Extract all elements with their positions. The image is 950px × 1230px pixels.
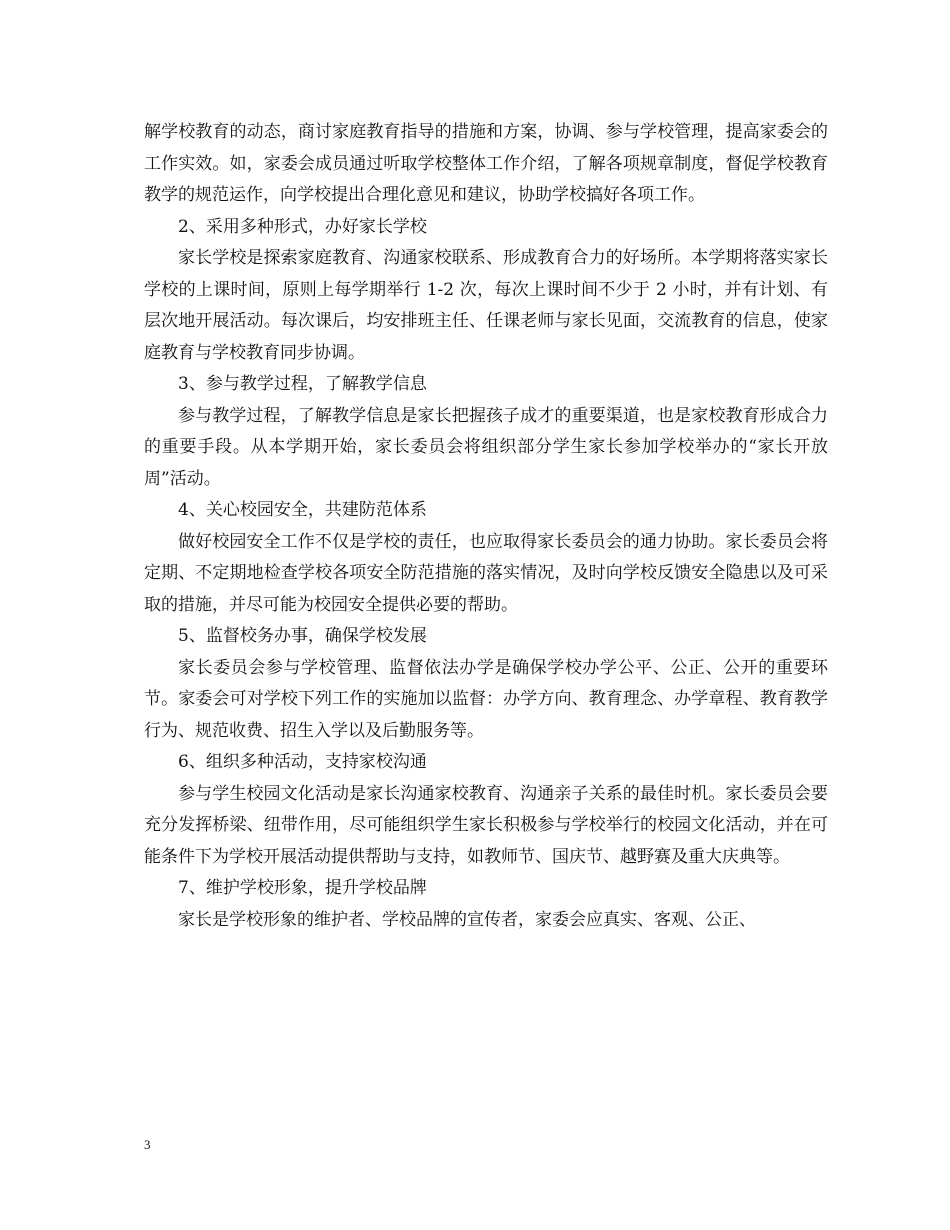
body-paragraph-continued: 解学校教育的动态，商讨家庭教育指导的措施和方案，协调、参与学校管理，提高家委会的工作实效。如，家委会成员通过听取学校整体工作介绍，了解各项规章制度，督促学校教育教学的规范运作，向学校提出合理化意见和建议，协助学校搞好各项工作。 <box>144 122 828 205</box>
body-paragraph: 家长学校是探索家庭教育、沟通家校联系、形成教育合力的好场所。本学期将落实家长学校的上课时间，原则上每学期举行 1-2 次，每次上课时间不少于 2 小时，并有计划、有层次地开展活动。每次课后，均安排班主任、任课老师与家长见面，交流教育的信息，使家庭教育与学校教育同步协调。 <box>144 248 828 363</box>
body-paragraph: 做好校园安全工作不仅是学校的责任，也应取得家长委员会的通力协助。家长委员会将定期、不定期地检查学校各项安全防范措施的落实情况，及时向学校反馈安全隐患以及可采取的措施，并尽可能为校园安全提供必要的帮助。 <box>144 531 828 615</box>
section-heading-6: 6、组织多种活动，支持家校沟通 <box>178 752 427 772</box>
body-paragraph: 家长委员会参与学校管理、监督依法办学是确保学校办学公平、公正、公开的重要环节。家委会可对学校下列工作的实施加以监督：办学方向、教育理念、办学章程、教育教学行为、规范收费、招生入学以及后勤服务等。 <box>144 657 828 741</box>
body-paragraph: 参与学生校园文化活动是家长沟通家校教育、沟通亲子关系的最佳时机。家长委员会要充分发挥桥梁、纽带作用，尽可能组织学生家长积极参与学校举行的校园文化活动，并在可能条件下为学校开展活动提供帮助与支持，如教师节、国庆节、越野赛及重大庆典等。 <box>144 783 828 867</box>
section-heading-2: 2、采用多种形式，办好家长学校 <box>178 216 427 237</box>
page-number: 3 <box>144 1137 151 1152</box>
section-heading-5: 5、监督校务办事，确保学校发展 <box>178 626 427 646</box>
document-body <box>144 117 828 936</box>
body-paragraph-truncated: 家长是学校形象的维护者、学校品牌的宣传者，家委会应真实、客观、公正、 <box>178 909 756 930</box>
section-heading-3: 3、参与教学过程，了解教学信息 <box>178 374 427 394</box>
section-heading-7: 7、维护学校形象，提升学校品牌 <box>178 878 427 898</box>
body-paragraph: 参与教学过程，了解教学信息是家长把握孩子成才的重要渠道，也是家校教育形成合力的重要手段。从本学期开始，家长委员会将组织部分学生家长参加学校举办的“家长开放周”活动。 <box>144 405 828 489</box>
section-heading-4: 4、关心校园安全，共建防范体系 <box>178 500 427 520</box>
